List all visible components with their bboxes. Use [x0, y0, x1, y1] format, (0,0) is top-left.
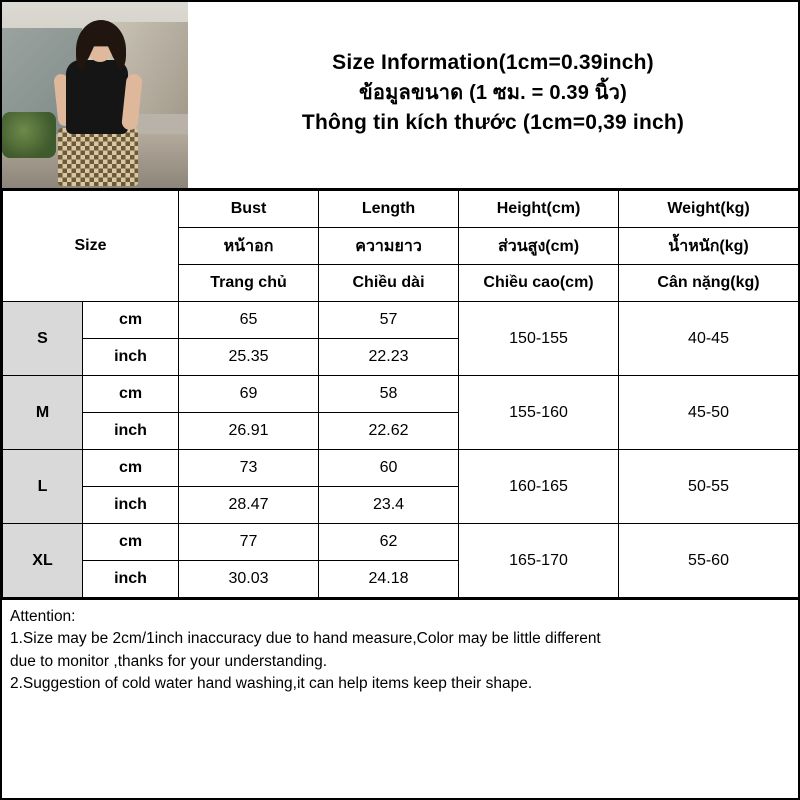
row-size-l: L	[3, 450, 83, 524]
unit-cm-l: cm	[83, 450, 179, 487]
title-th: ข้อมูลขนาด (1 ซม. = 0.39 นิ้ว)	[359, 81, 627, 104]
attention-line-1: 1.Size may be 2cm/1inch inaccuracy due to hand measure,Color may be little different	[10, 630, 601, 648]
unit-cm-m: cm	[83, 376, 179, 413]
size-table	[2, 190, 799, 598]
header-weight-th: น้ำหนัก(kg)	[619, 228, 799, 265]
height-m: 155-160	[459, 376, 619, 450]
unit-inch-s: inch	[83, 339, 179, 376]
product-photo	[2, 2, 188, 188]
length-cm-l: 60	[319, 450, 459, 487]
attention-line-2: due to monitor ,thanks for your understanding.	[10, 652, 328, 670]
length-cm-s: 57	[319, 302, 459, 339]
header-size-label: Size	[3, 191, 179, 302]
weight-l: 50-55	[619, 450, 799, 524]
height-xl: 165-170	[459, 524, 619, 598]
header-length-en: Length	[319, 191, 459, 228]
size-table-wrap	[2, 188, 798, 598]
header-height-vi: Chiều cao(cm)	[459, 265, 619, 302]
weight-m: 45-50	[619, 376, 799, 450]
bust-inch-m: 26.91	[179, 413, 319, 450]
row-size-m: M	[3, 376, 83, 450]
unit-inch-m: inch	[83, 413, 179, 450]
title-en: Size Information(1cm=0.39inch)	[332, 51, 654, 75]
unit-inch-xl: inch	[83, 561, 179, 598]
header-bust-vi: Trang chủ	[179, 265, 319, 302]
header-length-th: ความยาว	[319, 228, 459, 265]
bust-inch-s: 25.35	[179, 339, 319, 376]
height-s: 150-155	[459, 302, 619, 376]
attention-heading: Attention:	[10, 608, 76, 625]
length-inch-s: 22.23	[319, 339, 459, 376]
photo-skirt	[58, 128, 138, 186]
length-inch-l: 23.4	[319, 487, 459, 524]
length-cm-m: 58	[319, 376, 459, 413]
length-inch-xl: 24.18	[319, 561, 459, 598]
unit-cm-xl: cm	[83, 524, 179, 561]
photo-top-garment	[66, 60, 128, 134]
header-bust-en: Bust	[179, 191, 319, 228]
header-bust-th: หน้าอก	[179, 228, 319, 265]
unit-inch-l: inch	[83, 487, 179, 524]
weight-s: 40-45	[619, 302, 799, 376]
table-row	[3, 450, 799, 487]
table-row	[3, 524, 799, 561]
header-height-en: Height(cm)	[459, 191, 619, 228]
header-length-vi: Chiều dài	[319, 265, 459, 302]
bust-inch-l: 28.47	[179, 487, 319, 524]
header-weight-vi: Cân nặng(kg)	[619, 265, 799, 302]
row-size-xl: XL	[3, 524, 83, 598]
height-l: 160-165	[459, 450, 619, 524]
attention-line-3: 2.Suggestion of cold water hand washing,it can help items keep their shape.	[10, 675, 533, 693]
header	[2, 2, 798, 188]
attention-block	[2, 598, 798, 695]
table-header-row-en	[3, 191, 799, 228]
header-weight-en: Weight(kg)	[619, 191, 799, 228]
length-cm-xl: 62	[319, 524, 459, 561]
unit-cm-s: cm	[83, 302, 179, 339]
bust-cm-xl: 77	[179, 524, 319, 561]
title-block	[188, 2, 798, 188]
photo-foliage	[2, 112, 56, 158]
bust-cm-m: 69	[179, 376, 319, 413]
bust-inch-xl: 30.03	[179, 561, 319, 598]
weight-xl: 55-60	[619, 524, 799, 598]
bust-cm-s: 65	[179, 302, 319, 339]
table-row	[3, 302, 799, 339]
title-vi: Thông tin kích thước (1cm=0,39 inch)	[301, 110, 685, 134]
table-row	[3, 376, 799, 413]
bust-cm-l: 73	[179, 450, 319, 487]
length-inch-m: 22.62	[319, 413, 459, 450]
photo-image	[2, 2, 188, 188]
header-height-th: ส่วนสูง(cm)	[459, 228, 619, 265]
row-size-s: S	[3, 302, 83, 376]
